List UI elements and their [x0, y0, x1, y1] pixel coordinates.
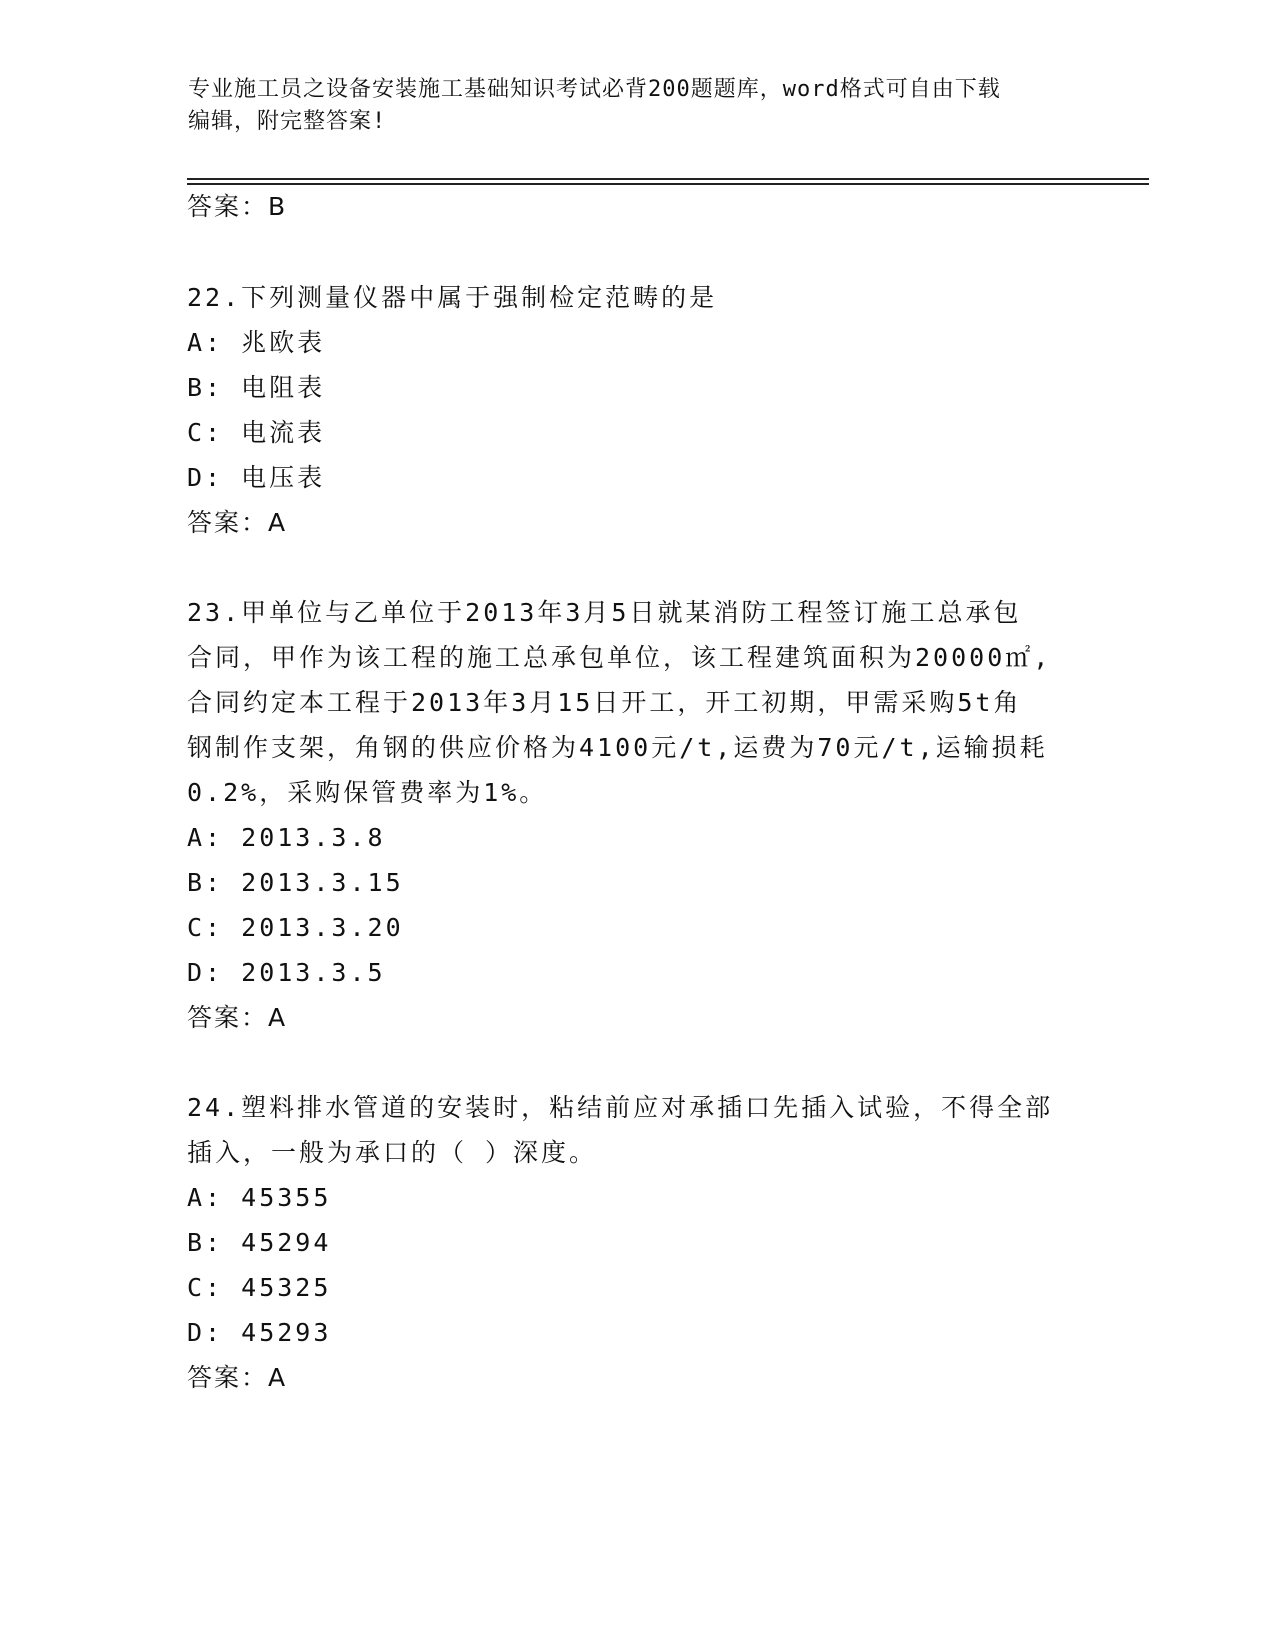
answer-label: 答案：B	[187, 192, 288, 221]
question-stem-line: 0.2%，采购保管费率为1%。	[187, 778, 548, 807]
question-stem: 22.下列测量仪器中属于强制检定范畴的是	[187, 283, 718, 312]
question-stem-line: 钢制作支架，角钢的供应价格为4100元/t,运费为70元/t,运输损耗	[187, 733, 1048, 762]
option-b: B: 电阻表	[187, 373, 326, 402]
option-d: D: 2013.3.5	[187, 958, 386, 987]
option-d: D: 电压表	[187, 463, 326, 492]
option-b: B: 2013.3.15	[187, 868, 404, 897]
question-stem-line: 合同约定本工程于2013年3月15日开工，开工初期，甲需采购5t角	[187, 688, 1022, 717]
question-23	[187, 590, 1087, 1040]
question-stem-line: 插入，一般为承口的（ ）深度。	[187, 1138, 598, 1167]
answer-label: 答案：A	[187, 1363, 288, 1392]
option-c: C: 2013.3.20	[187, 913, 404, 942]
question-stem-line: 23.甲单位与乙单位于2013年3月5日就某消防工程签订施工总承包	[187, 598, 1022, 627]
header-divider-top	[187, 178, 1149, 180]
previous-answer-block	[187, 184, 1087, 229]
option-d: D: 45293	[187, 1318, 332, 1347]
document-header	[188, 74, 1088, 138]
question-stem-line: 合同，甲作为该工程的施工总承包单位，该工程建筑面积为20000㎡,	[187, 643, 1052, 672]
answer-label: 答案：A	[187, 508, 288, 537]
option-c: C: 电流表	[187, 418, 326, 447]
option-c: C: 45325	[187, 1273, 332, 1302]
option-a: A: 2013.3.8	[187, 823, 386, 852]
header-line-2: 编辑，附完整答案!	[188, 109, 387, 134]
answer-label: 答案：A	[187, 1003, 288, 1032]
option-b: B: 45294	[187, 1228, 332, 1257]
header-line-1: 专业施工员之设备安装施工基础知识考试必背200题题库，word格式可自由下载	[188, 77, 1001, 102]
option-a: A: 兆欧表	[187, 328, 326, 357]
question-24	[187, 1085, 1087, 1400]
question-stem-line: 24.塑料排水管道的安装时，粘结前应对承插口先插入试验，不得全部	[187, 1093, 1054, 1122]
option-a: A: 45355	[187, 1183, 332, 1212]
question-22	[187, 275, 1087, 545]
